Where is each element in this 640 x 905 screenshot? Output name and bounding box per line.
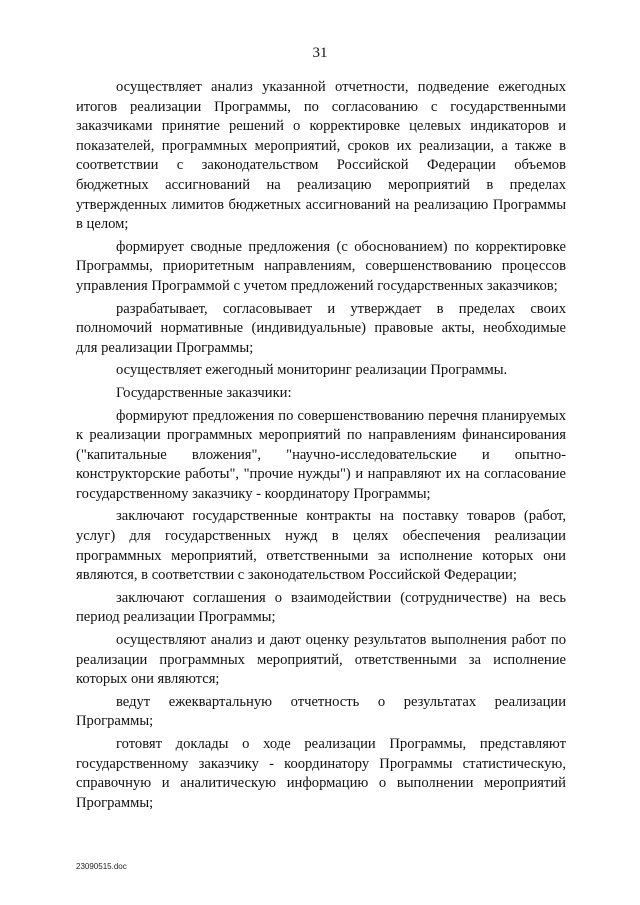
paragraph: заключают соглашения о взаимодействии (сотрудничестве) на весь период реализации Программы; <box>76 589 566 626</box>
paragraph: осуществляют анализ и дают оценку результатов выполнения работ по реализации программных мероприятий, ответственными за исполнение которых они являются; <box>76 632 566 688</box>
paragraph: формирует сводные предложения (с обоснованием) по корректировке Программы, приоритетным направлениям, совершенствованию процессов управления Программой с учетом предложений государственных заказчиков; <box>76 238 566 294</box>
paragraph: ведут ежеквартальную отчетность о результатах реализации Программы; <box>76 693 566 730</box>
paragraph: осуществляет ежегодный мониторинг реализации Программы. <box>116 362 508 379</box>
paragraph: формируют предложения по совершенствованию перечня планируемых к реализации программных мероприятий по направлениям финансирования ("капитальные вложения", "научно-исследовательские и опытно-конструкторские работы", "прочие нужды") и направляют их на согласование государственному заказчику - координатору Программы; <box>76 407 566 502</box>
paragraph: Государственные заказчики: <box>116 384 292 401</box>
paragraph: заключают государственные контракты на поставку товаров (работ, услуг) для государственных нужд в целях обеспечения реализации программных мероприятий, ответственными за исполнение которых они являются, в соответствии с законодательством Российской Федерации; <box>76 508 566 584</box>
page-number: 31 <box>312 45 328 61</box>
footer-filename: 23090515.doc <box>76 862 127 871</box>
paragraph: готовят доклады о ходе реализации Программы, представляют государственному заказчику - координатору Программы статистическую, справочную и аналитическую информацию о выполнении мероприятий Программы; <box>76 736 566 811</box>
paragraph: разрабатывает, согласовывает и утверждает в пределах своих полномочий нормативные (индивидуальные) правовые акты, необходимые для реализации Программы; <box>76 300 566 356</box>
document-body <box>76 78 566 813</box>
paragraph: осуществляет анализ указанной отчетности, подведение ежегодных итогов реализации Программы, по согласованию с государственными заказчиками принятие решений о корректировке целевых индикаторов и показателей, программных мероприятий, сроков их реализации, а также в соответствии с законодательством Российской Федерации объемов бюджетных ассигнований на реализацию мероприятий в пределах утвержденных лимитов бюджетных ассигнований на реализацию Программы в целом; <box>76 79 566 233</box>
